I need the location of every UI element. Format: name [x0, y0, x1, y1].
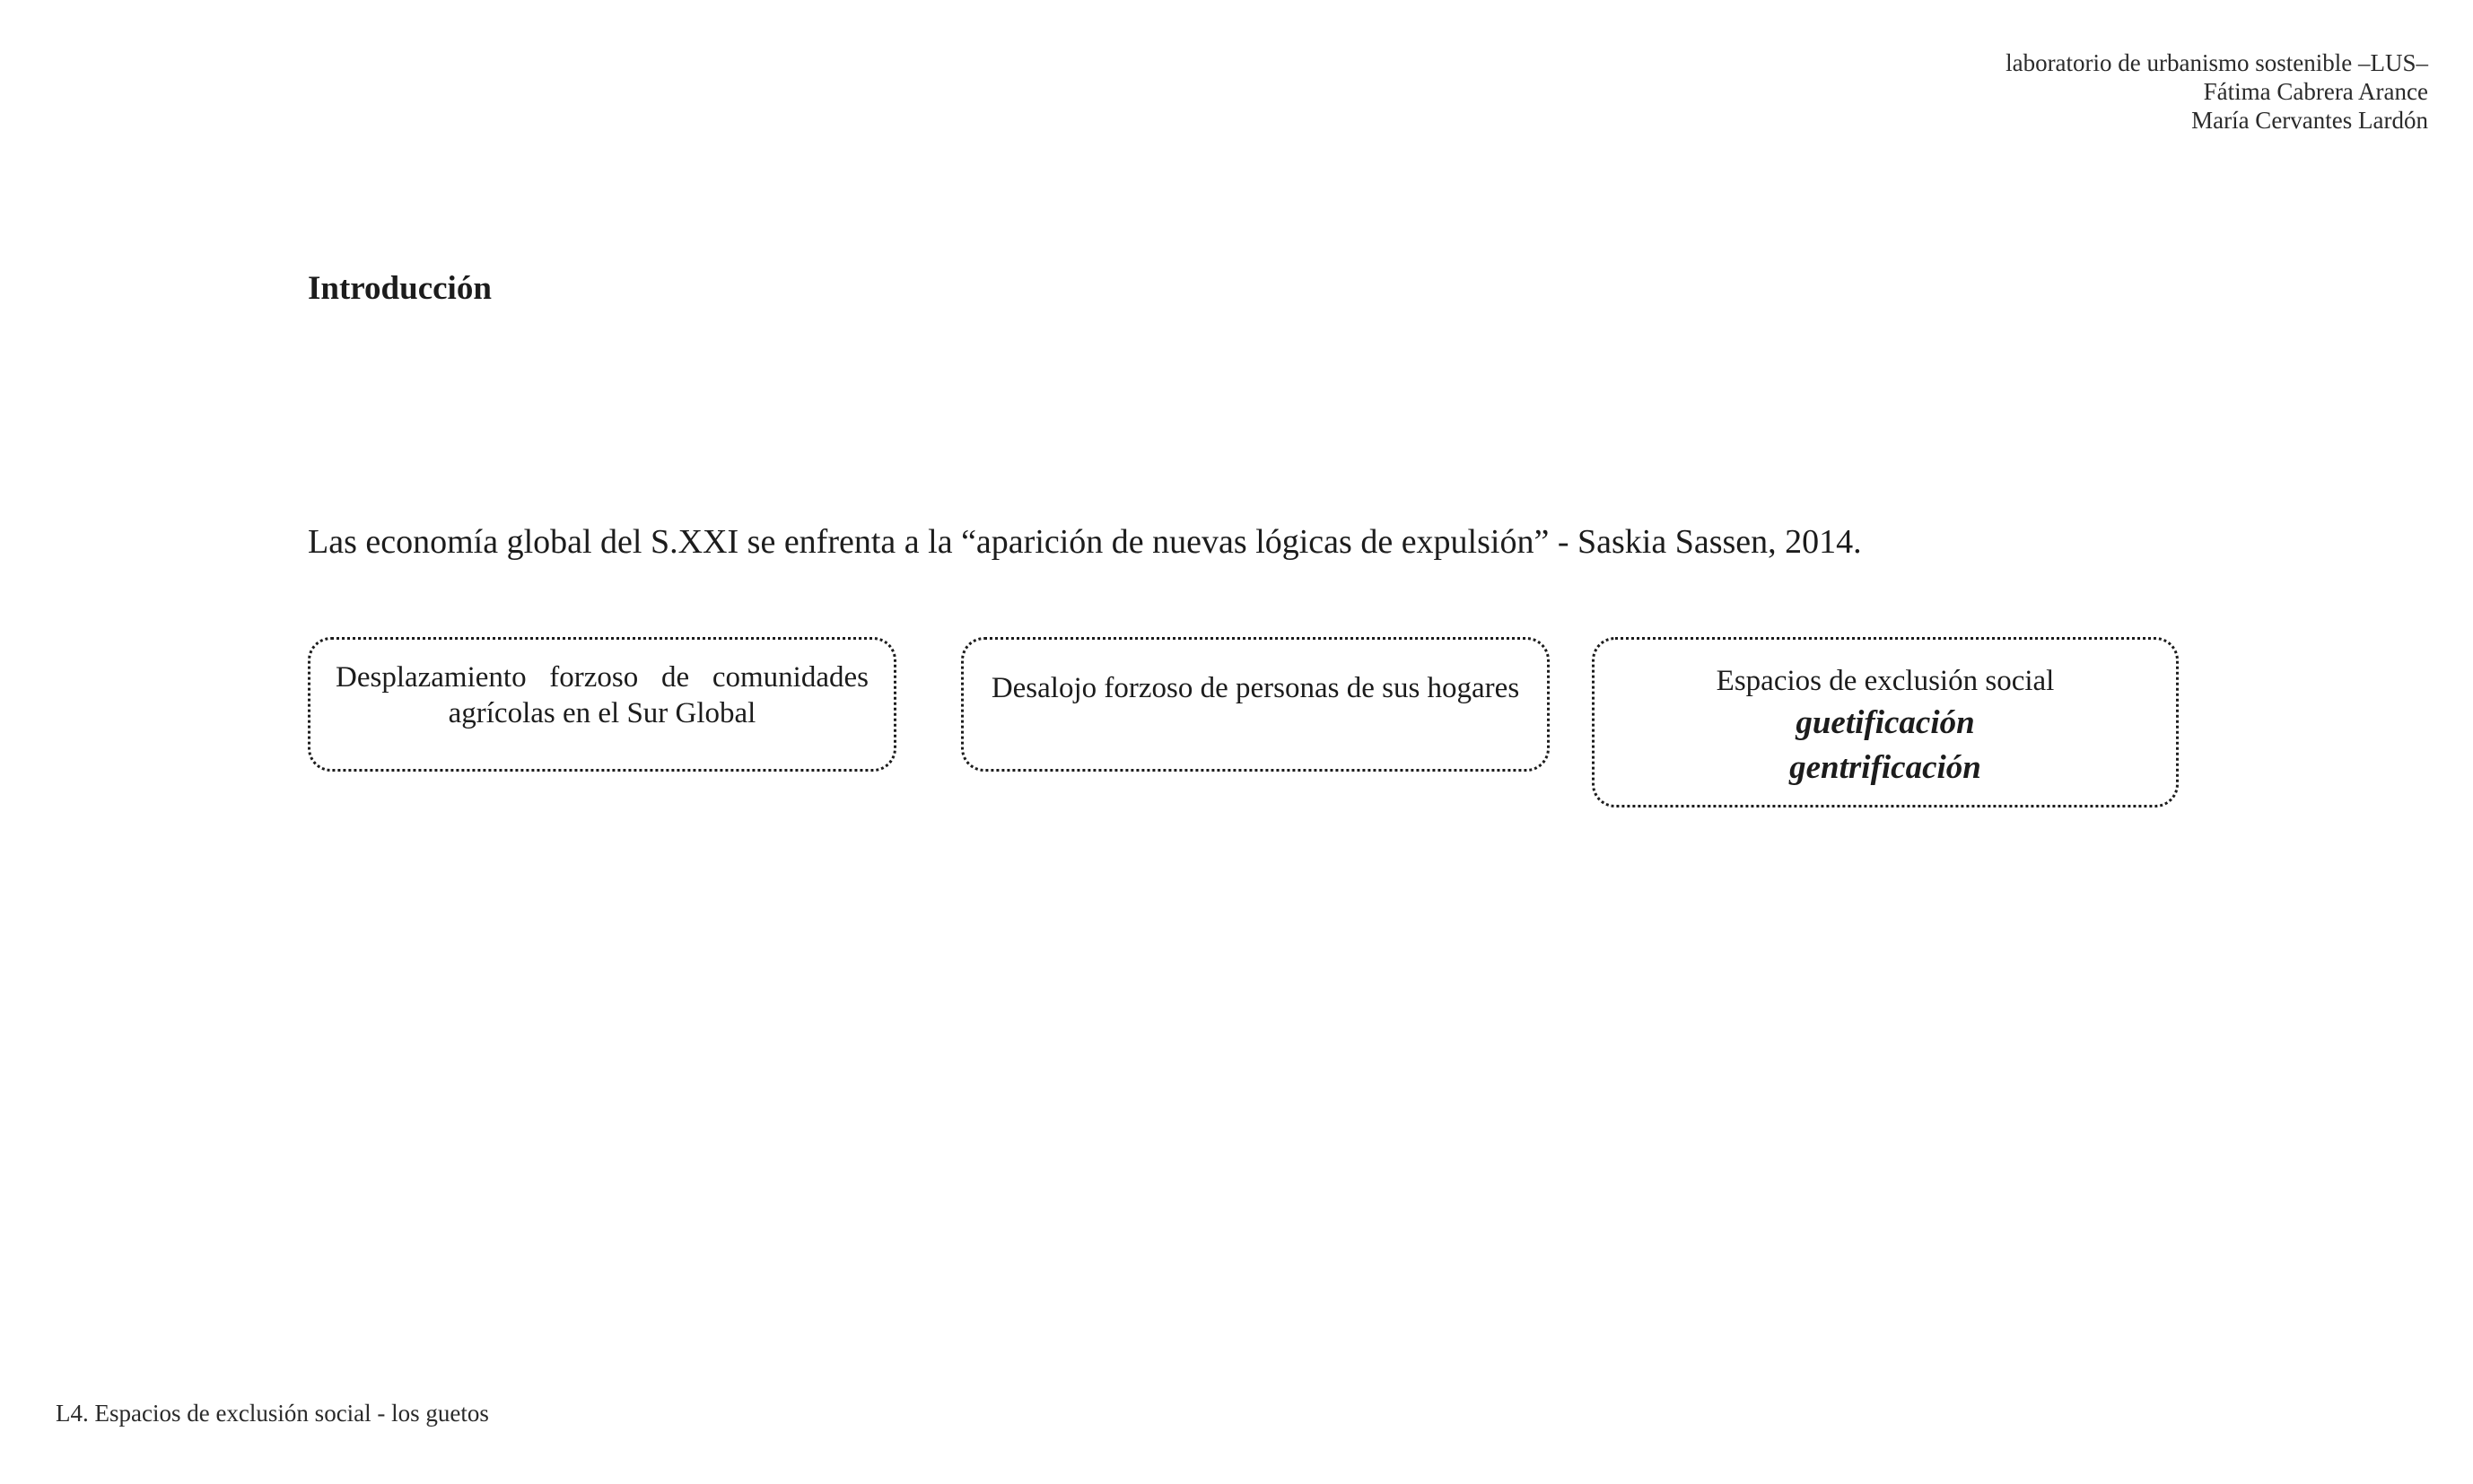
section-title: Introducción	[308, 270, 492, 307]
lead-quote: Las economía global del S.XXI se enfrenta a la “aparición de nuevas lógicas de expulsión” - Saskia Sassen, 2014.	[308, 523, 1862, 561]
concept-box-exclusion	[1592, 637, 2179, 807]
concept-box-eviction	[961, 637, 1550, 772]
term-ghettoization: guetificación	[1796, 704, 1975, 741]
concept-box-text: Espacios de exclusión social	[1716, 665, 2055, 697]
credit-author-1: Fátima Cabrera Arance	[2203, 78, 2428, 105]
concept-box-text: Desplazamiento forzoso de comunidades agrícolas en el Sur Global	[336, 661, 869, 729]
footer-label: L4. Espacios de exclusión social - los guetos	[56, 1400, 489, 1427]
credit-author-2: María Cervantes Lardón	[2191, 107, 2428, 134]
term-gentrification: gentrificación	[1789, 749, 1981, 786]
concept-box-displacement	[308, 637, 896, 772]
credit-lab-name: laboratorio de urbanismo sostenible –LUS–	[2005, 49, 2428, 76]
concept-box-text: Desalojo forzoso de personas de sus hogares	[991, 672, 1520, 704]
header-credits	[1621, 48, 2428, 135]
